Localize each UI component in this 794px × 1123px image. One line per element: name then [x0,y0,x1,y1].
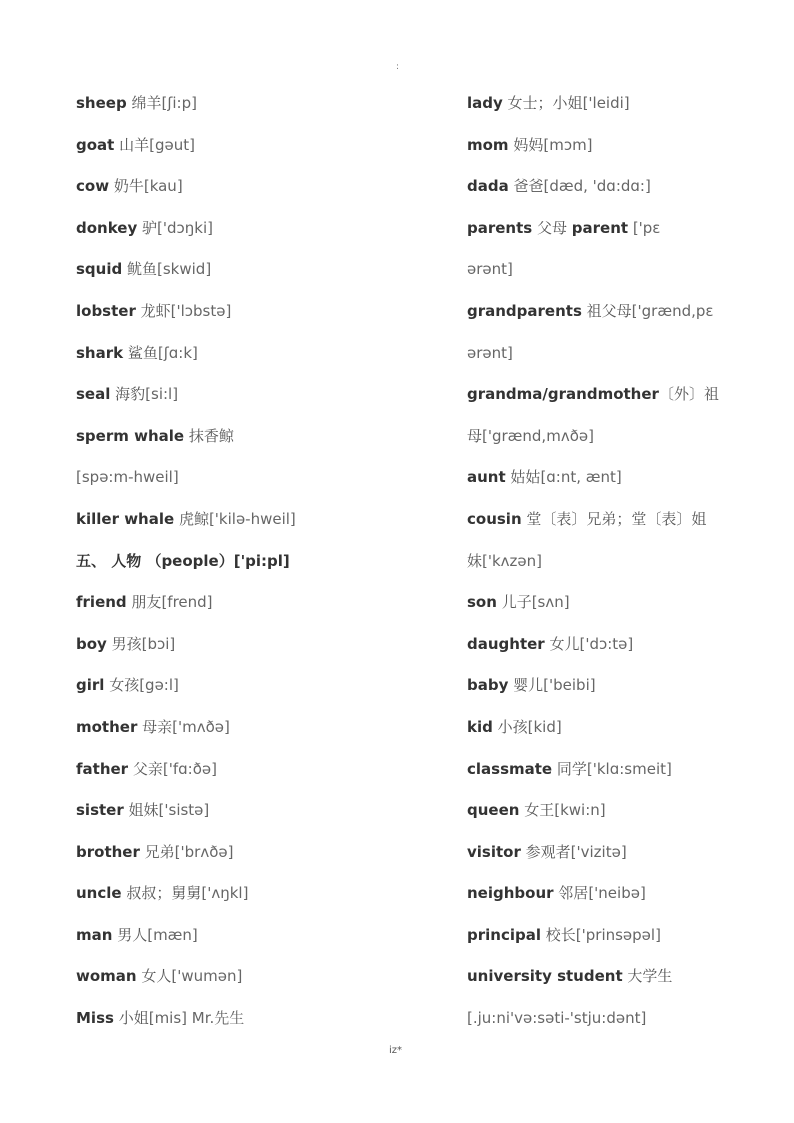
vocab-phonetic: ['fɑ:ðə] [162,759,217,778]
vocab-phonetic: [gə:l] [139,676,179,695]
vocab-entry [76,91,436,133]
vocab-meaning: 参观者 [520,842,571,861]
vocab-meaning: 〔外〕祖 [658,385,719,404]
vocab-phonetic: [spə:m-hweil] [76,468,179,487]
vocab-entry [467,507,767,549]
vocab-meaning: 奶牛 [109,177,144,196]
vocab-phonetic: [dæd, 'dɑ:dɑ:] [543,177,651,196]
vocab-phonetic: [sʌn] [531,593,570,612]
vocab-word: sperm whale [76,426,185,445]
vocab-entry [76,382,436,424]
vocab-phonetic: [mis] Mr.先生 [148,1009,245,1028]
vocab-entry [76,216,436,258]
left-column [76,91,436,1048]
vocab-entry [76,507,436,549]
vocab-meaning: 妹 [467,551,483,570]
vocab-phonetic: ['neibə] [588,884,646,903]
vocab-word: woman [76,967,137,986]
vocab-entry [76,1006,436,1048]
vocab-meaning: 大学生 [622,967,673,986]
vocab-entry [76,590,436,632]
vocab-meaning: 男人 [112,925,148,944]
vocab-meaning: 父亲 [128,759,163,778]
vocab-entry [467,964,767,1006]
vocab-phonetic: ['sistə] [158,801,210,820]
vocab-phonetic: ['dɔŋki] [157,218,213,237]
vocab-phonetic: [mɔm] [543,135,593,154]
right-column [467,91,767,1048]
vocab-meaning: 兄弟 [139,842,175,861]
vocab-entry [76,881,436,923]
vocab-entry [467,757,767,799]
vocab-bold-word: parent [571,218,629,237]
vocab-meaning: 堂〔表〕兄弟；堂〔表〕姐 [521,509,707,528]
vocab-entry [76,465,436,507]
vocab-meaning: 祖父母 [581,301,632,320]
vocab-entry [467,549,767,591]
vocab-phonetic: ['grænd,pɛ [631,301,714,320]
vocab-phonetic: ['vizitə] [570,842,627,861]
vocab-meaning: 鱿鱼 [122,260,158,279]
vocab-meaning: 姑姑 [505,468,541,487]
vocab-word: daughter [467,634,545,653]
vocab-phonetic: [skwid] [157,260,212,279]
vocab-word: boy [76,634,107,653]
vocab-meaning: 婴儿 [508,676,544,695]
vocab-word: parents [467,218,533,237]
vocab-phonetic: [gəut] [149,135,195,154]
vocab-phonetic: [ɑ:nt, ænt] [540,468,622,487]
vocab-word: university student [467,967,623,986]
vocab-entry [467,881,767,923]
vocab-word: friend [76,593,127,612]
vocab-word: shark [76,343,124,362]
vocab-entry [467,590,767,632]
vocab-meaning: 朋友 [126,593,162,612]
footer-mark: iz* [389,1045,403,1056]
vocab-word: kid [467,717,493,736]
vocab-meaning: 父母 [532,218,572,237]
vocab-entry [467,424,767,466]
vocab-word: man [76,925,113,944]
vocab-word: lobster [76,301,136,320]
vocab-word: queen [467,801,520,820]
vocab-meaning: 男孩 [106,634,142,653]
vocab-meaning: 女孩 [104,676,140,695]
vocab-meaning: 龙虾 [135,301,171,320]
vocab-phonetic: ['leidi] [582,94,630,112]
vocab-entry [467,840,767,882]
vocab-entry [467,1006,767,1048]
vocab-phonetic: [kid] [527,717,562,736]
vocab-meaning: 同学 [552,759,587,778]
vocab-phonetic: ['ʌŋkl] [201,884,249,903]
vocab-word: donkey [76,218,138,237]
vocab-phonetic: [kwi:n] [554,801,606,820]
vocab-entry [76,923,436,965]
vocab-phonetic: ['grænd,mʌðə] [482,426,594,445]
vocab-word: mother [76,717,138,736]
vocab-phonetic: [mæn] [147,925,198,944]
vocab-entry [76,424,436,466]
vocab-meaning: 小孩 [492,717,528,736]
vocab-meaning: 小姐 [113,1009,149,1028]
vocab-entry [76,757,436,799]
vocab-entry [76,964,436,1006]
header-mark: : [396,62,400,72]
vocab-meaning: 海豹 [110,385,146,404]
vocab-entry [76,632,436,674]
vocab-entry [76,299,436,341]
vocab-word: father [76,759,129,778]
vocab-meaning: 女人 [136,967,172,986]
vocab-meaning: 姐妹 [123,801,159,820]
vocab-entry [467,923,767,965]
vocab-phonetic: ['lɔbstə] [170,301,232,320]
vocab-word: squid [76,260,123,279]
vocab-phonetic: [si:l] [145,385,179,404]
vocab-word: sheep [76,94,127,112]
vocab-entry [467,673,767,715]
vocab-entry [467,715,767,757]
vocab-meaning: 校长 [541,925,576,944]
vocab-entry [76,341,436,383]
vocab-entry [76,133,436,175]
vocab-word: sister [76,801,124,820]
vocab-entry [467,174,767,216]
vocab-entry [76,174,436,216]
vocab-phonetic: [ʃi:p] [161,94,197,112]
vocab-phonetic: ərənt] [467,260,513,279]
vocab-phonetic: ['brʌðə] [174,842,234,861]
vocab-phonetic: ['kilə-hweil] [208,509,296,528]
vocab-entry [467,465,767,507]
vocab-entry [76,673,436,715]
vocab-entry [467,382,767,424]
vocab-meaning: 妈妈 [508,135,544,154]
vocab-phonetic: [ʃɑ:k] [157,343,198,362]
vocab-entry [467,299,767,341]
vocab-phonetic: [bɔi] [141,634,176,653]
vocab-phonetic: ['klɑ:smeit] [586,759,672,778]
vocab-entry [76,715,436,757]
vocab-word: classmate [467,759,553,778]
vocab-word: neighbour [467,884,554,903]
section-heading: 五、 人物 （people）['pi:pl] [76,551,290,570]
vocab-phonetic: ['wumən] [171,967,243,986]
vocab-phonetic: ['kʌzən] [482,551,543,570]
vocab-meaning: 鲨鱼 [123,343,158,362]
vocab-entry [467,798,767,840]
vocab-phonetic: ['pɛ [628,218,661,237]
vocab-phonetic: [.ju:ni'və:səti-'stju:dənt] [467,1009,647,1028]
vocab-meaning: 绵羊 [126,94,162,112]
vocab-entry [467,257,767,299]
vocab-word: grandma/grandmother [467,385,659,404]
vocab-word: uncle [76,884,122,903]
vocab-word: grandparents [467,301,582,320]
vocab-meaning: 母亲 [137,717,173,736]
vocab-meaning: 女王 [519,801,555,820]
vocab-phonetic: ['prinsəpəl] [575,925,661,944]
vocab-meaning: 抹香鲸 [184,426,234,445]
vocab-phonetic: ərənt] [467,343,513,362]
vocab-word: aunt [467,468,506,487]
vocab-word: goat [76,135,115,154]
vocab-phonetic: ['dɔ:tə] [579,634,634,653]
vocab-entry [76,840,436,882]
vocab-meaning: 山羊 [114,135,150,154]
vocab-word: seal [76,385,111,404]
vocab-word: killer whale [76,509,175,528]
vocab-entry [76,257,436,299]
vocab-word: lady [467,94,503,112]
vocab-meaning: 女士；小姐 [502,94,583,112]
vocab-entry [467,632,767,674]
vocab-phonetic: ['mʌðə] [172,717,230,736]
vocab-entry [76,798,436,840]
vocab-meaning: 邻居 [553,884,589,903]
vocab-word: son [467,593,497,612]
vocab-word: visitor [467,842,521,861]
vocab-entry [467,133,767,175]
vocab-meaning: 爸爸 [508,177,544,196]
vocab-word: principal [467,925,541,944]
vocab-word: baby [467,676,509,695]
vocab-meaning: 驴 [137,218,158,237]
vocab-meaning: 虎鲸 [174,509,209,528]
vocab-meaning: 叔叔；舅舅 [121,884,202,903]
vocab-word: cow [76,177,110,196]
vocab-phonetic: ['beibi] [543,676,596,695]
vocab-entry [467,216,767,258]
vocab-meaning: 母 [467,426,483,445]
vocab-phonetic: [kau] [143,177,183,196]
vocab-meaning: 儿子 [496,593,532,612]
vocab-word: dada [467,177,509,196]
vocab-word: cousin [467,509,522,528]
vocab-word: brother [76,842,140,861]
vocab-meaning: 女儿 [544,634,580,653]
vocab-word: Miss [76,1009,114,1028]
vocab-entry [467,341,767,383]
vocab-word: girl [76,676,105,695]
vocab-phonetic: [frend] [161,593,213,612]
vocab-entry [467,91,767,133]
vocab-word: mom [467,135,509,154]
